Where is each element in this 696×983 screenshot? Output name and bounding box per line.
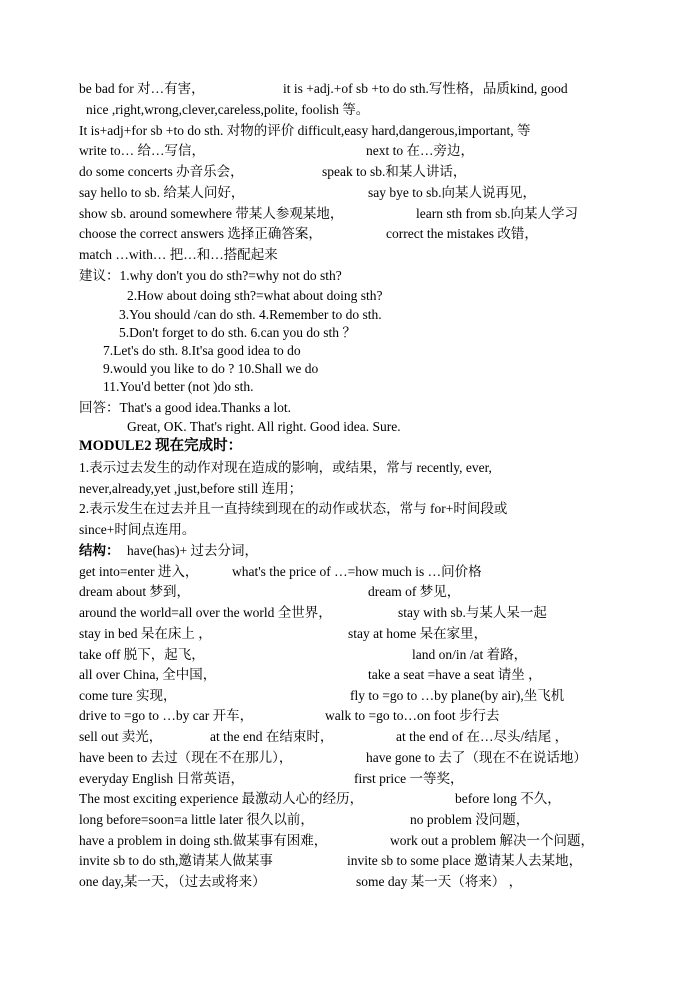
text-segment: all over China, 全中国，	[79, 667, 217, 682]
text-line: Great, OK. That's right. All right. Good idea. Sure.	[127, 419, 401, 434]
text-line: never,already,yet ,just,before still 连用；	[79, 481, 303, 496]
text-segment: choose the correct answers 选择正确答案，	[79, 226, 322, 241]
text-segment: what's the price of …=how much is …问价格	[232, 564, 482, 579]
text-line: 建议：1.why don't you do sth?=why not do sth?	[79, 268, 342, 283]
text-segment: have been to 去过（现在不在那儿），	[79, 750, 293, 765]
text-segment: say bye to sb.向某人说再见，	[368, 185, 536, 200]
text-line: 9.would you like to do ? 10.Shall we do	[103, 361, 319, 376]
text-segment: say hello to sb. 给某人问好，	[79, 185, 245, 200]
text-line: 7.Let's do sth. 8.It'sa good idea to do	[103, 343, 301, 358]
text-segment: no problem 没问题，	[410, 812, 530, 827]
text-segment: fly to =go to …by plane(by air),坐飞机	[350, 688, 565, 703]
text-line: since+时间点连用。	[79, 522, 196, 537]
text-segment: everyday English 日常英语，	[79, 771, 244, 786]
text-segment: write to… 给…写信，	[79, 143, 205, 158]
text-segment: stay in bed 呆在床上 ，	[79, 626, 212, 641]
text-segment: invite sb to do sth,邀请某人做某事	[79, 853, 273, 868]
text-segment: dream about 梦到，	[79, 584, 190, 599]
text-segment: show sb. around somewhere 带某人参观某地，	[79, 206, 344, 221]
text-segment: do some concerts 办音乐会，	[79, 164, 244, 179]
text-line: 5.Don't forget to do sth. 6.can you do sth ？	[119, 325, 356, 340]
text-segment: have(has)+ 过去分词，	[127, 543, 258, 558]
text-line: match …with… 把…和…搭配起来	[79, 247, 278, 262]
text-segment: The most exciting experience 最激动人心的经历，	[79, 791, 364, 806]
text-segment: invite sb to some place 邀请某人去某地，	[347, 853, 583, 868]
text-line: 回答：That's a good idea.Thanks a lot.	[79, 400, 292, 415]
text-segment: land on/in /at 着路，	[412, 647, 528, 662]
text-segment: sell out 卖光，	[79, 729, 163, 744]
text-line: It is+adj+for sb +to do sth. 对物的评价 difficult,easy hard,dangerous,important, 等	[79, 123, 531, 138]
text-segment: work out a problem 解决一个问题，	[390, 833, 594, 848]
text-segment: take a seat =have a seat 请坐 ，	[368, 667, 542, 682]
text-segment: stay with sb.与某人呆一起	[398, 605, 547, 620]
text-segment: stay at home 呆在家里，	[348, 626, 488, 641]
structure-label: 结构：	[79, 543, 120, 558]
text-segment: have gone to 去了（现在不在说话地）	[366, 750, 587, 765]
text-segment: at the end of 在…尽头/结尾 ，	[396, 729, 569, 744]
text-segment: come ture 实现，	[79, 688, 177, 703]
text-segment: one day,某一天，（过去或将来）	[79, 874, 266, 889]
text-segment: be bad for 对…有害，	[79, 81, 205, 96]
text-segment: it is +adj.+of sb +to do sth.写性格，品质kind, good	[283, 81, 568, 96]
text-segment: long before=soon=a little later 很久以前，	[79, 812, 314, 827]
section-heading: MODULE2 现在完成时：	[79, 438, 243, 454]
text-segment: some day 某一天（将来） ，	[356, 874, 523, 889]
text-segment: first price 一等奖，	[354, 771, 464, 786]
text-segment: around the world=all over the world 全世界，	[79, 605, 332, 620]
text-segment: take off 脱下，起飞，	[79, 647, 205, 662]
text-segment: learn sth from sb.向某人学习	[416, 206, 578, 221]
text-segment: at the end 在结束时，	[210, 729, 334, 744]
text-segment: walk to =go to…on foot 步行去	[325, 708, 500, 723]
text-line: 2.How about doing sth?=what about doing sth?	[127, 288, 383, 303]
text-segment: get into=enter 进入，	[79, 564, 199, 579]
text-line: 11.You'd better (not )do sth.	[103, 379, 254, 394]
text-segment: before long 不久，	[455, 791, 561, 806]
text-segment: next to 在…旁边，	[366, 143, 474, 158]
text-segment: speak to sb.和某人讲话，	[322, 164, 467, 179]
text-line: 2.表示发生在过去并且一直持续到现在的动作或状态，常与 for+时间段或	[79, 501, 508, 516]
text-line: nice ,right,wrong,clever,careless,polite, foolish 等。	[86, 102, 370, 117]
text-segment: drive to =go to …by car 开车，	[79, 708, 254, 723]
text-line: 1.表示过去发生的动作对现在造成的影响，或结果，常与 recently, ever,	[79, 460, 492, 475]
text-segment: dream of 梦见，	[368, 584, 461, 599]
text-segment: have a problem in doing sth.做某事有困难，	[79, 833, 328, 848]
text-line: 3.You should /can do sth. 4.Remember to do sth.	[119, 307, 382, 322]
text-segment: correct the mistakes 改错，	[386, 226, 538, 241]
